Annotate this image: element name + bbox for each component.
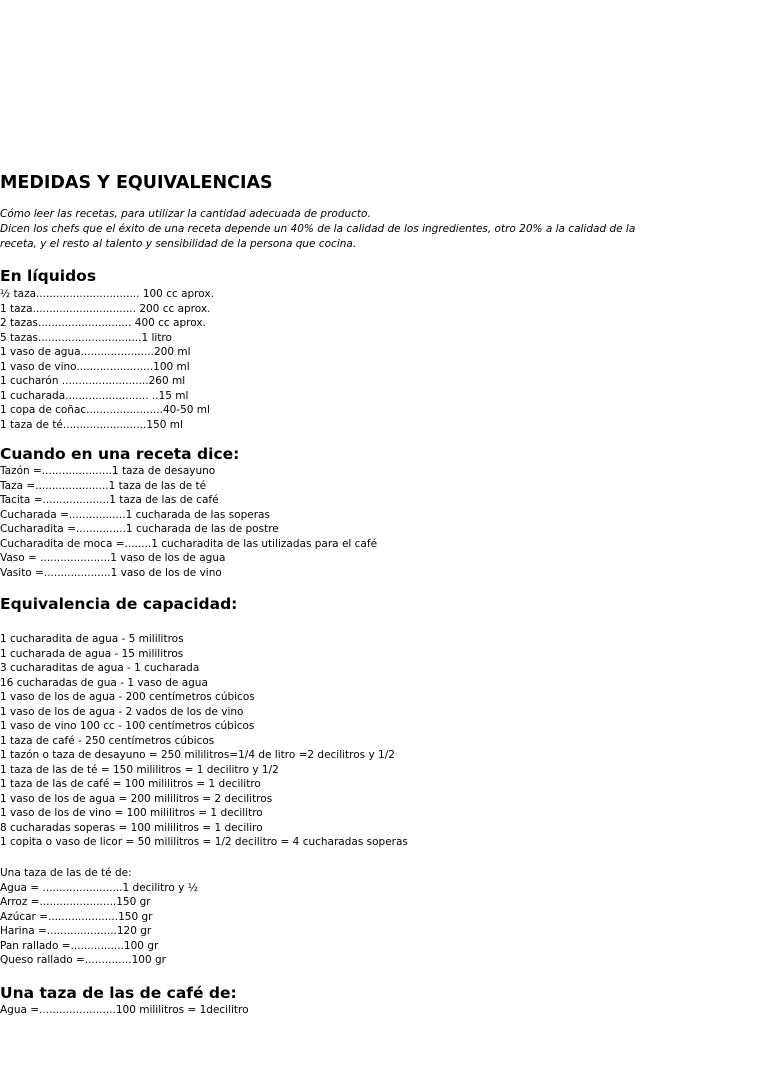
list-item: Tazón =.....................1 taza de desayuno xyxy=(0,465,216,477)
list-capacidad xyxy=(0,632,408,850)
list-item: 8 cucharadas soperas = 100 mililitros = 1 deciliro xyxy=(0,821,263,834)
intro-line: receta, y el resto al talento y sensibilidad de la persona que cocina. xyxy=(0,238,357,250)
list-liquidos xyxy=(0,287,214,432)
list-item: 2 tazas............................ 400 cc aprox. xyxy=(0,317,206,329)
list-item: 1 taza de té.........................150 ml xyxy=(0,418,183,431)
list-item: 1 cucharadita de agua - 5 mililitros xyxy=(0,633,184,645)
list-item: 1 vaso de vino.......................100 ml xyxy=(0,360,190,373)
list-item: Azúcar =.....................150 gr xyxy=(0,910,153,923)
list-item: Pan rallado =................100 gr xyxy=(0,939,159,952)
list-item: 1 copa de coñac.......................40-50 ml xyxy=(0,404,210,416)
list-item: Arroz =.......................150 gr xyxy=(0,896,151,908)
list-item: Cucharadita de moca =........1 cucharadita de las utilizadas para el café xyxy=(0,537,378,550)
list-item: Tacita =....................1 taza de las de café xyxy=(0,494,219,506)
list-item: 1 vaso de vino 100 cc - 100 centímetros cúbicos xyxy=(0,720,255,732)
list-taza-cafe xyxy=(0,1003,249,1018)
list-item: Cucharada =.................1 cucharada de las soperas xyxy=(0,508,270,521)
list-item: Agua = ........................1 decilitro y ½ xyxy=(0,881,198,894)
intro-line: Dicen los chefs que el éxito de una receta depende un 40% de la calidad de los ingredientes, otro 20% a la calidad de la xyxy=(0,223,636,235)
section-heading-taza-cafe: Una taza de las de café de: xyxy=(0,984,237,1002)
list-item: 1 taza............................... 200 cc aprox. xyxy=(0,302,211,315)
list-item: 5 tazas...............................1 litro xyxy=(0,331,172,344)
list-item: 1 vaso de los de agua = 200 mililitros = 2 decilitros xyxy=(0,792,273,805)
list-item: Una taza de las de té de: xyxy=(0,867,132,879)
document-title: MEDIDAS Y EQUIVALENCIAS xyxy=(0,173,273,193)
list-item: 1 cucharón ..........................260 ml xyxy=(0,375,186,387)
section-heading-receta-dice: Cuando en una receta dice: xyxy=(0,445,240,463)
intro-line: Cómo leer las recetas, para utilizar la cantidad adecuada de producto. xyxy=(0,208,371,220)
list-item: Vaso = .....................1 vaso de los de agua xyxy=(0,552,226,564)
section-heading-capacidad: Equivalencia de capacidad: xyxy=(0,595,238,613)
list-item: Harina =.....................120 gr xyxy=(0,925,152,937)
list-item: Taza =......................1 taza de las de té xyxy=(0,479,207,492)
list-item: 1 tazón o taza de desayuno = 250 mililitros=1/4 de litro =2 decilitros y 1/2 xyxy=(0,749,395,761)
intro-paragraph xyxy=(0,207,635,252)
list-item: 1 vaso de los de agua - 200 centímetros cúbicos xyxy=(0,691,255,703)
list-receta-dice xyxy=(0,464,377,580)
list-item: 1 cucharada de agua - 15 mililitros xyxy=(0,647,184,660)
list-item: 1 vaso de los de agua - 2 vados de los de vino xyxy=(0,705,244,718)
list-item: 1 taza de las de té = 150 mililitros = 1 decilitro y 1/2 xyxy=(0,763,279,776)
list-item: Vasito =....................1 vaso de los de vino xyxy=(0,566,222,579)
list-taza-te xyxy=(0,866,198,968)
section-heading-liquidos: En líquidos xyxy=(0,267,97,285)
list-item: 1 taza de las de café = 100 mililitros = 1 decilitro xyxy=(0,778,261,790)
list-item: Agua =.......................100 mililitros = 1decilitro xyxy=(0,1004,249,1016)
list-item: 1 vaso de agua......................200 ml xyxy=(0,346,191,358)
list-item: 16 cucharadas de gua - 1 vaso de agua xyxy=(0,676,208,689)
list-item: 1 cucharada......................... ..15 ml xyxy=(0,389,189,402)
list-item: Queso rallado =..............100 gr xyxy=(0,954,166,966)
list-item: 1 copita o vaso de licor = 50 mililitros = 1/2 decilitro = 4 cucharadas soperas xyxy=(0,836,408,848)
list-item: Cucharadita =...............1 cucharada de las de postre xyxy=(0,523,279,535)
list-item: 1 taza de café - 250 centímetros cúbicos xyxy=(0,734,215,747)
list-item: ½ taza............................... 100 cc aprox. xyxy=(0,288,214,300)
list-item: 3 cucharaditas de agua - 1 cucharada xyxy=(0,662,200,674)
list-item: 1 vaso de los de vino = 100 mililitros = 1 decilitro xyxy=(0,807,263,819)
